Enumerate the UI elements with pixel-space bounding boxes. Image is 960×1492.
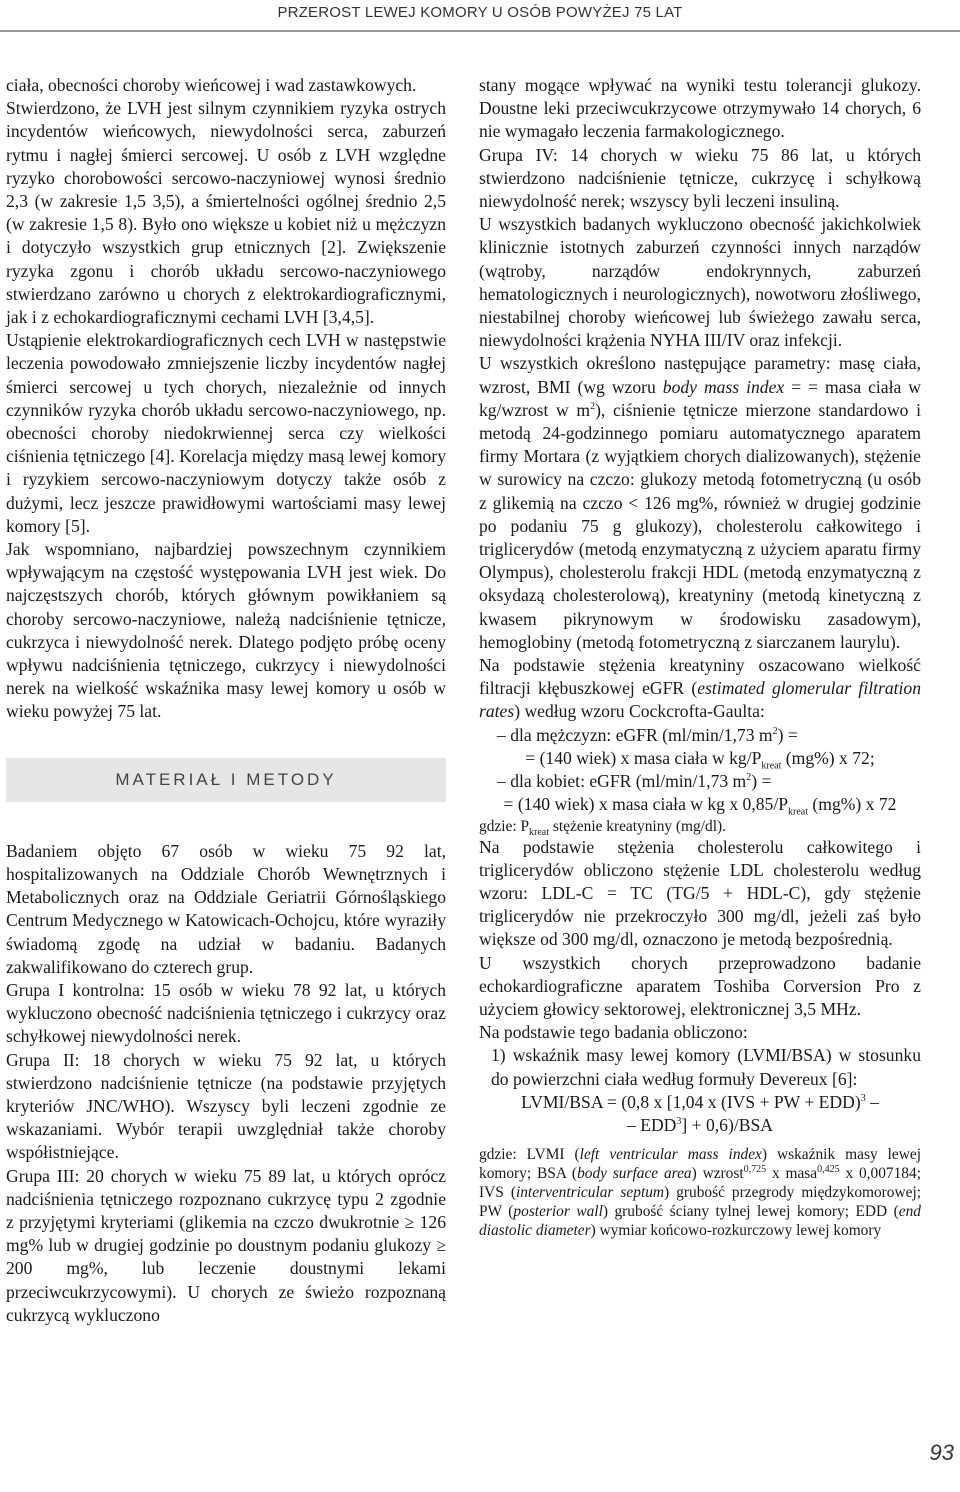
- paragraph: ciała, obecności choroby wieńcowej i wad zastawkowych.: [6, 75, 417, 95]
- paragraph: Grupa III: 20 chorych w wieku 75 89 lat, u których oprócz nadciśnienia tętniczego rozpoznano cukrzycę typu 2 zgodnie z przyjętymi kryteriami (glikemia na czczo dwukrotnie ≥ 126 mg% lub w drugiej godzinie po doustnym podaniu glukozy ≥ 200 mg%, lub leczenie doustnymi lekami przeciwcukrzycowymi). U chorych ze świeżo rozpoznaną cukrzycą wykluczono: [6, 1165, 446, 1325]
- running-title: PRZEROST LEWEJ KOMORY U OSÓB POWYŻEJ 75 LAT: [277, 4, 683, 21]
- right-column: [479, 74, 921, 1240]
- paragraph: Na podstawie stężenia cholesterolu całkowitego i triglicerydów obliczono stężenie LDL cholesterolu według wzoru: LDL-C = TC (TG/5 + HDL-C), gdy stężenie triglicerydów nie przekroczyło 300 mg/dl, jeżeli zaś było większe od 300 mg/dl, oznaczono je metodą bezpośrednią.: [479, 836, 921, 950]
- egfr-paragraph: Na podstawie stężenia kreatyniny oszacowano wielkość filtracji kłębuszkowej eGFR (estimated glomerular filtration rates) według wzoru Cockcrofta-Gaulta:: [479, 655, 921, 722]
- paragraph: Grupa IV: 14 chorych w wieku 75 86 lat, u których stwierdzono nadciśnienie tętnicze, cukrzycę i schyłkową niewydolność nerek; wszyscy byli leczeni insuliną.: [479, 144, 921, 212]
- paragraph: Stwierdzono, że LVH jest silnym czynnikiem ryzyka ostrych incydentów wieńcowych, niewydolności serca, zaburzeń rytmu i nagłej śmierci sercowej. U osób z LVH względne ryzyko chorobowości sercowo-naczyniowej wynosi średnio 2,3 (w zakresie 1,5 3,5), a śmiertelności ogólnej średnio 2,5 (w zakresie 1,5 8). Było ono większe u kobiet niż u mężczyzn i dotyczyło wszystkich grup etnicznych [2]. Zwiększenie ryzyka zgonu i chorób układu sercowo-naczyniowego stwierdzano zarówno u chorych z elektrokardiograficznymi, jak i z echokardiograficznymi cechami LVH [3,4,5].: [6, 98, 446, 328]
- lvmi-formula-line-1: LVMI/BSA = (0,8 x [1,04 x (IVS + PW + EDD)$^3$ –: [521, 1091, 879, 1112]
- paragraph: Badaniem objęto 67 osób w wieku 75 92 lat, hospitalizowanych na Oddziale Chorób Wewnętrznych i Metabolicznych oraz na Oddziale Geriatrii Górnośląskiego Centrum Medycznego w Katowicach-Ochojcu, które wyraziły świadomą zgodę na udział w badaniu. Badanych zakwalifikowano do czterech grup.: [6, 840, 446, 977]
- parameters-paragraph: U wszystkich określono następujące parametry: masę ciała, wzrost, BMI (wg wzoru body mass index = = masa ciała w kg/wzrost w $m^2$), ciśnienie tętnicze mierzone standardowo i metodą 24-godzinnego pomiaru automatycznego aparatem firmy Mortara (z wyjątkiem chorych dializowanych), stężenie w surowicy na czczo: glukozy metodą fotometryczną (u osób z glikemią na czczo < 126 mg%, również w drugiej godzinie po podaniu 75 g glukozy), cholesterolu całkowitego i triglicerydów (metodą enzymatyczną z użyciem aparatu firmy Olympus), cholesterolu frakcji HDL (metodą enzymatyczną z oksydazą cholesterolową), kreatyniny (metodą kinetyczną z kwasem pikrynowym w środowisku zasadowym), hemoglobiny (metodą fotometryczną z siarczanem laurylu).: [479, 353, 921, 652]
- list-item: 1) wskaźnik masy lewej komory (LVMI/BSA) w stosunku do powierzchni ciała według formuły Devereux [6]:: [491, 1045, 921, 1089]
- paragraph: U wszystkich chorych przeprowadzono badanie echokardiograficzne aparatem Toshiba Corversion Pro z użyciem głowicy sektorowej, elektronicznej 3,5 MHz.: [479, 952, 921, 1019]
- page-number: 93: [929, 1440, 954, 1465]
- left-column: [6, 74, 446, 1327]
- section-heading: MATERIAŁ I METODY: [6, 758, 446, 802]
- formula-women-line-1: – dla kobiet: eGFR (ml/min/1,73 $m^2$) =: [497, 771, 772, 792]
- paragraph: Na podstawie tego badania obliczono:: [479, 1022, 748, 1043]
- formula-legend: gdzie: LVMI (left ventricular mass index) wskaźnik masy lewej komory; BSA (body surface area) wzrost$^{0,725}$ x masa$^{0,425}$ x 0,007184; IVS (interventricular septum) grubość przegrody międzykomorowej; PW (posterior wall) grubość ściany tylnej lewej komory; EDD (end diastolic diameter) wymiar końcowo-rozkurczowy lewej komory: [479, 1146, 921, 1240]
- formula-men-line-2: = (140 wiek) x masa ciała w $kg/P_{kreat}$ (mg%) x 72;: [525, 747, 875, 772]
- formula-women-line-2: = (140 wiek) x masa ciała w kg x $0,85/P_{kreat}$ (mg%) x 72: [503, 794, 897, 818]
- paragraph: Jak wspomniano, najbardziej powszechnym czynnikiem wpływającym na częstość występowania LVH jest wiek. Do najczęstszych chorób, których głównym powikłaniem są choroby sercowo-naczyniowe, należą nadciśnienie tętnicze, cukrzyca i niewydolność nerek. Dlatego podjęto próbę oceny wpływu nadciśnienia tętniczego, cukrzycy i niewydolności nerek na wielkość wskaźnika masy lewej komory u osób w wieku powyżej 75 lat.: [6, 539, 446, 722]
- paragraph: Grupa I kontrolna: 15 osób w wieku 78 92 lat, u których wykluczono obecność nadciśnienia tętniczego i cukrzycy oraz schyłkowej niewydolności nerek.: [6, 979, 446, 1047]
- lvmi-formula-line-2: – $EDD^3] + 0,6)/BSA$: [627, 1114, 773, 1135]
- paragraph: Grupa II: 18 chorych w wieku 75 92 lat, u których stwierdzono nadciśnienie tętnicze (na podstawie przyjętych kryteriów JNC/WHO). Wszyscy byli leczeni zgodnie ze wskazaniami. Wybór terapii uwzględniał także choroby współistniejące.: [6, 1049, 446, 1163]
- paragraph: stany mogące wpływać na wyniki testu tolerancji glukozy. Doustne leki przeciwcukrzycowe otrzymywało 14 chorych, 6 nie wymagało leczenia farmakologicznego.: [479, 75, 921, 142]
- formula-note: gdzie: $P_{kreat}$ stężenie kreatyniny (mg/dl).: [479, 817, 726, 838]
- formula-men-line-1: – dla mężczyzn: eGFR (ml/min/1,73 $m^2$) =: [497, 724, 798, 745]
- header-divider: [0, 30, 960, 32]
- paragraph: U wszystkich badanych wykluczono obecność jakichkolwiek klinicznie istotnych zaburzeń czynności innych narządów (wątroby, narządów endokrynnych, zaburzeń hematologicznych i neurologicznych), nowotworu złośliwego, niestabilnej choroby wieńcowej lub świeżego zawału serca, niewydolności krążenia NYHA III/IV oraz infekcji.: [479, 214, 921, 351]
- paragraph: Ustąpienie elektrokardiograficznych cech LVH w następstwie leczenia powodowało zmniejszenie liczby incydentów nagłej śmierci sercowej u tych chorych, niezależnie od innych czynników ryzyka chorób układu sercowo-naczyniowego, np. obecności choroby niedokrwiennej serca czy wielkości ciśnienia tętniczego [4]. Korelacja między masą lewej komory i ryzykiem sercowo-naczyniowym dotyczy także osób z dużymi, lecz jeszcze prawidłowymi wartościami masy lewej komory [5].: [6, 330, 446, 536]
